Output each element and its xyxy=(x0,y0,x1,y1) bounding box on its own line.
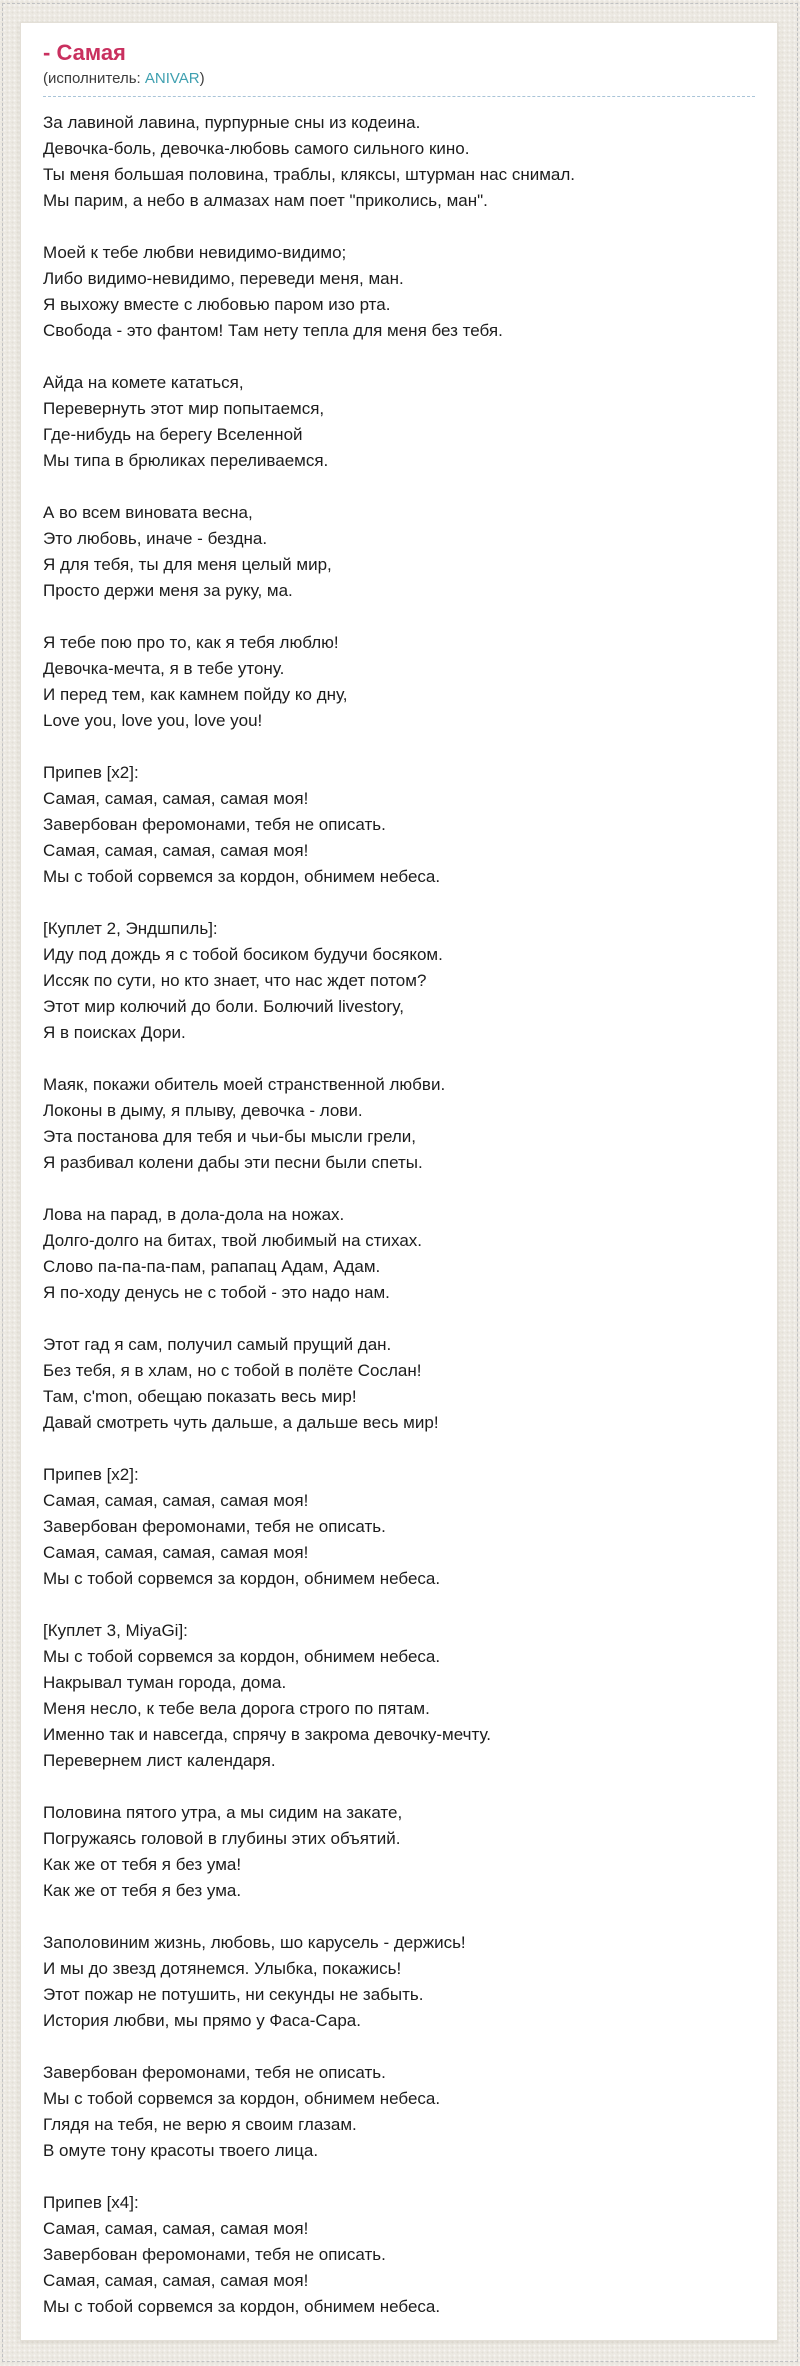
lyric-line: Завербован феромонами, тебя не описать. xyxy=(43,815,386,834)
lyric-section xyxy=(43,760,755,890)
lyric-line: Накрывал туман города, дома. xyxy=(43,1673,287,1692)
lyric-line: Глядя на тебя, не верю я своим глазам. xyxy=(43,2115,357,2134)
lyric-line: А во всем виновата весна, xyxy=(43,503,253,522)
lyric-line: Припев [x2]: xyxy=(43,1465,139,1484)
lyric-section xyxy=(43,1462,755,1592)
lyric-line: Маяк, покажи обитель моей странственной любви. xyxy=(43,1075,446,1094)
lyric-line: И мы до звезд дотянемся. Улыбка, покажись! xyxy=(43,1959,402,1978)
lyric-section xyxy=(43,2060,755,2164)
artist-close-paren: ) xyxy=(199,70,205,87)
lyric-line: Иссяк по сути, но кто знает, что нас ждет потом? xyxy=(43,971,427,990)
lyric-line: Айда на комете кататься, xyxy=(43,373,244,392)
lyric-line: Мы с тобой сорвемся за кордон, обнимем небеса. xyxy=(43,1569,441,1588)
lyric-line: Love you, love you, love you! xyxy=(43,711,263,730)
lyric-line: Именно так и навсегда, спрячу в закрома девочку-мечту. xyxy=(43,1725,491,1744)
lyric-section xyxy=(43,370,755,474)
lyric-section xyxy=(43,1800,755,1904)
artist-link[interactable]: ANIVAR xyxy=(144,70,200,87)
lyric-line: Мы с тобой сорвемся за кордон, обнимем небеса. xyxy=(43,2089,441,2108)
lyric-line: Свобода - это фантом! Там нету тепла для меня без тебя. xyxy=(43,321,503,340)
lyric-line: Я выхожу вместе с любовью паром изо рта. xyxy=(43,295,391,314)
lyric-line: Я для тебя, ты для меня целый мир, xyxy=(43,555,332,574)
lyric-line: Девочка-мечта, я в тебе утону. xyxy=(43,659,285,678)
lyric-line: Девочка-боль, девочка-любовь самого сильного кино. xyxy=(43,139,470,158)
lyric-section xyxy=(43,2190,755,2320)
lyric-section xyxy=(43,500,755,604)
lyric-line: Завербован феромонами, тебя не описать. xyxy=(43,2245,386,2264)
lyric-section xyxy=(43,1618,755,1774)
lyric-line: Слово па-па-па-пам, рапапац Адам, Адам. xyxy=(43,1257,381,1276)
lyric-line: Самая, самая, самая, самая моя! xyxy=(43,789,309,808)
lyric-line: Как же от тебя я без ума! xyxy=(43,1855,242,1874)
lyric-line: Мы с тобой сорвемся за кордон, обнимем небеса. xyxy=(43,867,441,886)
lyric-line: Этот мир колючий до боли. Болючий livestory, xyxy=(43,997,405,1016)
lyric-line: Я тебе пою про то, как я тебя люблю! xyxy=(43,633,339,652)
lyric-line: Припев [x2]: xyxy=(43,763,139,782)
lyric-line: Это любовь, иначе - бездна. xyxy=(43,529,268,548)
lyric-line: Перевернуть этот мир попытаемся, xyxy=(43,399,325,418)
page-title: - Самая xyxy=(43,40,126,65)
lyric-line: Ты меня большая половина, траблы, кляксы, штурман нас снимал. xyxy=(43,165,575,184)
lyrics xyxy=(43,110,755,2320)
lyric-line: Половина пятого утра, а мы сидим на закате, xyxy=(43,1803,403,1822)
lyric-line: Как же от тебя я без ума. xyxy=(43,1881,242,1900)
lyric-line: Завербован феромонами, тебя не описать. xyxy=(43,1517,386,1536)
lyric-line: Самая, самая, самая, самая моя! xyxy=(43,2219,309,2238)
lyric-section xyxy=(43,916,755,1046)
lyric-line: Эта постанова для тебя и чьи-бы мысли грели, xyxy=(43,1127,416,1146)
lyric-line: Я в поисках Дори. xyxy=(43,1023,186,1042)
lyric-line: Без тебя, я в хлам, но с тобой в полёте Сослан! xyxy=(43,1361,422,1380)
lyric-section xyxy=(43,1072,755,1176)
lyric-line: Мы типа в брюликах переливаемся. xyxy=(43,451,329,470)
lyric-section xyxy=(43,240,755,344)
lyric-line: Самая, самая, самая, самая моя! xyxy=(43,2271,309,2290)
lyric-line: Мы с тобой сорвемся за кордон, обнимем небеса. xyxy=(43,1647,441,1666)
artist-label: (исполнитель: xyxy=(43,70,145,87)
lyric-line: Долго-долго на битах, твой любимый на стихах. xyxy=(43,1231,423,1250)
lyric-line: Мы с тобой сорвемся за кордон, обнимем небеса. xyxy=(43,2297,441,2316)
lyrics-card xyxy=(20,22,778,2341)
lyric-line: Там, c'mon, обещаю показать весь мир! xyxy=(43,1387,357,1406)
lyric-line: Давай смотреть чуть дальше, а дальше весь мир! xyxy=(43,1413,439,1432)
lyric-line: [Куплет 2, Эндшпиль]: xyxy=(43,919,218,938)
lyric-line: Локоны в дыму, я плыву, девочка - лови. xyxy=(43,1101,363,1120)
lyric-line: Заполовиним жизнь, любовь, шо карусель - держись! xyxy=(43,1933,466,1952)
lyric-line: Моей к тебе любви невидимо-видимо; xyxy=(43,243,347,262)
artist-line xyxy=(43,69,755,97)
lyric-line: Припев [x4]: xyxy=(43,2193,139,2212)
lyric-section xyxy=(43,1930,755,2034)
lyric-line: Либо видимо-невидимо, переведи меня, ман. xyxy=(43,269,404,288)
lyric-line: Меня несло, к тебе вела дорога строго по пятам. xyxy=(43,1699,430,1718)
lyric-line: Самая, самая, самая, самая моя! xyxy=(43,1491,309,1510)
lyric-line: В омуте тону красоты твоего лица. xyxy=(43,2141,319,2160)
lyric-line: Самая, самая, самая, самая моя! xyxy=(43,841,309,860)
lyric-section xyxy=(43,110,755,214)
lyric-line: Перевернем лист календаря. xyxy=(43,1751,276,1770)
lyric-line: Погружаясь головой в глубины этих объятий. xyxy=(43,1829,401,1848)
lyric-line: Я по-ходу денусь не с тобой - это надо нам. xyxy=(43,1283,390,1302)
lyric-line: Этот пожар не потушить, ни секунды не забыть. xyxy=(43,1985,424,2004)
lyric-line: Этот гад я сам, получил самый прущий дан. xyxy=(43,1335,392,1354)
lyric-line: И перед тем, как камнем пойду ко дну, xyxy=(43,685,348,704)
lyric-section xyxy=(43,630,755,734)
lyric-line: Где-нибудь на берегу Вселенной xyxy=(43,425,303,444)
lyric-line: История любви, мы прямо у Фаса-Сара. xyxy=(43,2011,361,2030)
lyric-line: Иду под дождь я с тобой босиком будучи босяком. xyxy=(43,945,443,964)
lyric-line: Просто держи меня за руку, ма. xyxy=(43,581,293,600)
lyric-line: За лавиной лавина, пурпурные сны из кодеина. xyxy=(43,113,421,132)
lyric-line: Я разбивал колени дабы эти песни были спеты. xyxy=(43,1153,423,1172)
lyric-line: [Куплет 3, MiyaGi]: xyxy=(43,1621,188,1640)
lyric-line: Самая, самая, самая, самая моя! xyxy=(43,1543,309,1562)
lyric-line: Завербован феромонами, тебя не описать. xyxy=(43,2063,386,2082)
lyric-line: Лова на парад, в дола-дола на ножах. xyxy=(43,1205,345,1224)
lyric-section xyxy=(43,1332,755,1436)
lyric-line: Мы парим, а небо в алмазах нам поет "приколись, ман". xyxy=(43,191,488,210)
lyric-section xyxy=(43,1202,755,1306)
